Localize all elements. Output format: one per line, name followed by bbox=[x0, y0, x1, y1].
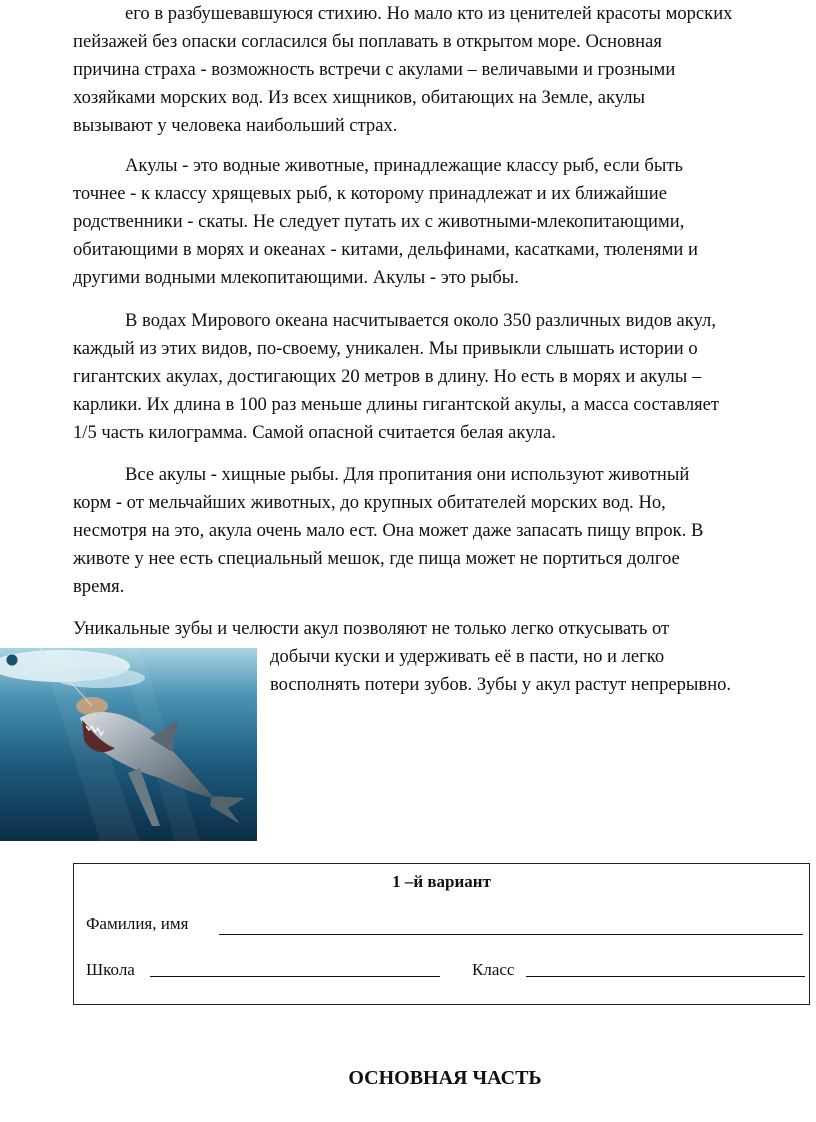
shark-illustration bbox=[0, 648, 257, 841]
name-label: Фамилия, имя bbox=[86, 914, 189, 933]
paragraph-1-line: вызывают у человека наибольший страх. bbox=[73, 115, 398, 136]
paragraph-1-line: его в разбушевавшуюся стихию. Но мало кто из ценителей красоты морских bbox=[125, 3, 733, 24]
paragraph-1-line: пейзажей без опаски согласился бы поплавать в открытом море. Основная bbox=[73, 31, 662, 52]
paragraph-3-line: гигантских акулах, достигающих 20 метров в длину. Но есть в морях и акулы – bbox=[73, 366, 702, 387]
paragraph-3-line: В водах Мирового океана насчитывается около 350 различных видов акул, bbox=[125, 310, 716, 331]
paragraph-3-line: 1/5 часть килограмма. Самой опасной считается белая акула. bbox=[73, 422, 556, 443]
class-label: Класс bbox=[472, 960, 515, 979]
paragraph-4-line: животе у нее есть специальный мешок, где пища может не портиться долгое bbox=[73, 548, 680, 569]
paragraph-4-line: Все акулы - хищные рыбы. Для пропитания они используют животный bbox=[125, 464, 690, 485]
paragraph-4-line: время. bbox=[73, 576, 125, 597]
paragraph-2-line: родственники - скаты. Не следует путать их с животными-млекопитающими, bbox=[73, 211, 685, 232]
paragraph-3-line: каждый из этих видов, по-своему, уникален. Мы привыкли слышать истории о bbox=[73, 338, 698, 359]
name-field[interactable] bbox=[219, 934, 803, 935]
school-label: Школа bbox=[86, 960, 135, 979]
paragraph-5-line: добычи куски и удерживать её в пасти, но и легко bbox=[270, 646, 665, 667]
paragraph-2-line: Акулы - это водные животные, принадлежащие классу рыб, если быть bbox=[125, 155, 683, 176]
paragraph-5-line: восполнять потери зубов. Зубы у акул растут непрерывно. bbox=[270, 674, 732, 695]
section-heading: ОСНОВНАЯ ЧАСТЬ bbox=[348, 1067, 542, 1089]
paragraph-5-line: Уникальные зубы и челюсти акул позволяют не только легко откусывать от bbox=[73, 618, 670, 639]
paragraph-3-line: карлики. Их длина в 100 раз меньше длины гигантской акулы, а масса составляет bbox=[73, 394, 720, 415]
school-field[interactable] bbox=[150, 976, 440, 977]
student-info-form bbox=[73, 863, 810, 1005]
paragraph-2-line: точнее - к классу хрящевых рыб, к которому принадлежат и их ближайшие bbox=[73, 183, 667, 204]
paragraph-4-line: корм - от мельчайших животных, до крупных обитателей морских вод. Но, bbox=[73, 492, 666, 513]
paragraph-2-line: обитающими в морях и океанах - китами, дельфинами, касатками, тюленями и bbox=[73, 239, 698, 260]
variant-title: 1 –й вариант bbox=[392, 872, 491, 891]
paragraph-1-line: причина страха - возможность встречи с акулами – величавыми и грозными bbox=[73, 59, 676, 80]
paragraph-1-line: хозяйками морских вод. Из всех хищников, обитающих на Земле, акулы bbox=[73, 87, 645, 108]
class-field[interactable] bbox=[526, 976, 805, 977]
paragraph-4-line: несмотря на это, акула очень мало ест. Она может даже запасать пищу впрок. В bbox=[73, 520, 704, 541]
paragraph-2-line: другими водными млекопитающими. Акулы - это рыбы. bbox=[73, 267, 519, 288]
shark-photo bbox=[0, 648, 257, 841]
